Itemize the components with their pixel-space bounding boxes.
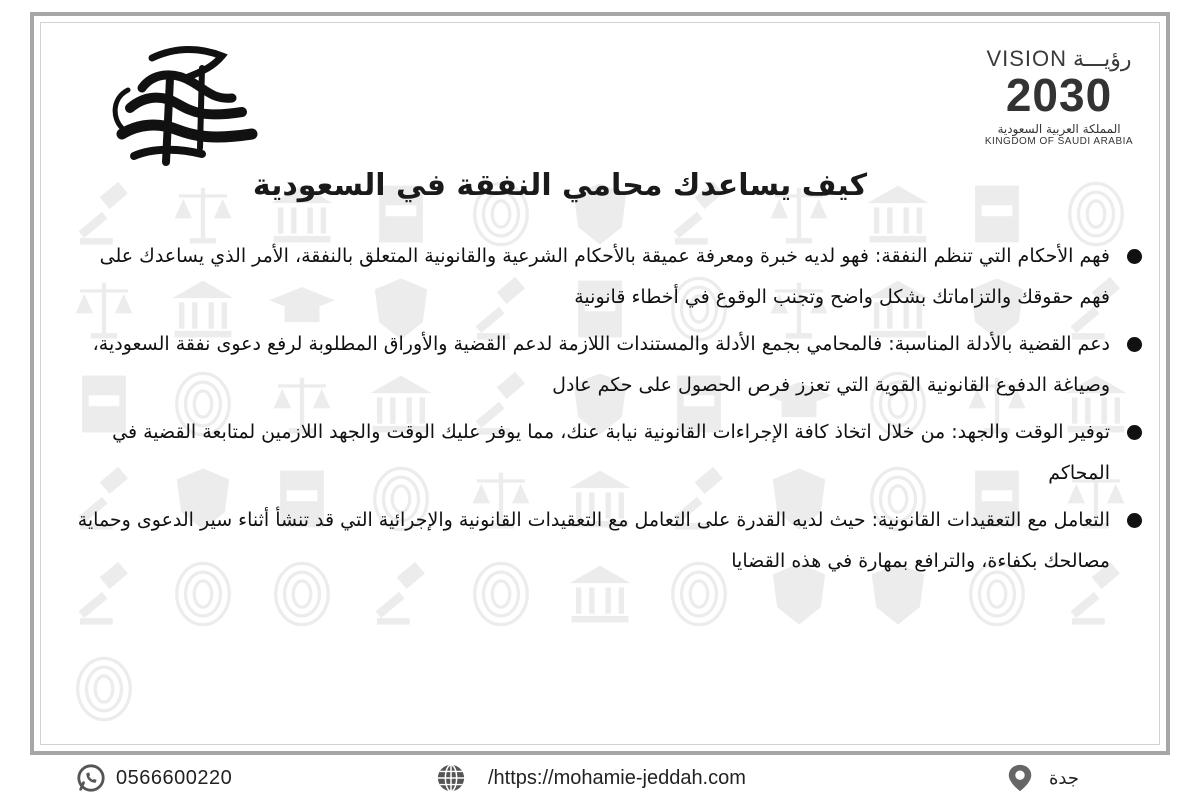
- list-item-text: توفير الوقت والجهد: من خلال اتخاذ كافة الإجراءات القانونية نيابة عنك، مما يوفر عليك الوقت والجهد اللازمين لمتابعة القضية في المحاكم: [112, 421, 1110, 484]
- brand-logo: [82, 38, 262, 168]
- bullet-dot: [1127, 513, 1142, 528]
- vision-word-ar: رؤيـــة: [1073, 46, 1132, 71]
- calligraphy-logo-icon: [82, 38, 262, 168]
- vision-country-en: KINGDOM OF SAUDI ARABIA: [984, 136, 1134, 147]
- bullet-dot: [1127, 337, 1142, 352]
- footer-website[interactable]: [436, 763, 746, 793]
- page-title: كيف يساعدك محامي النفقة في السعودية: [252, 168, 868, 203]
- bullet-dot: [1127, 425, 1142, 440]
- globe-icon: [436, 763, 466, 793]
- list-item-text: دعم القضية بالأدلة المناسبة: فالمحامي بجمع الأدلة والمستندات اللازمة لدعم القضية والأوراق المطلوبة لرفع دعوى نفقة السعودية، وصياغة الدفوع القانونية القوية التي تعزز فرص الحصول على حكم عادل: [92, 333, 1110, 396]
- footer-phone[interactable]: [76, 763, 232, 793]
- footer: [0, 755, 1200, 800]
- website-url: /https://mohamie-jeddah.com: [488, 766, 746, 789]
- city-name: جدة: [1049, 767, 1080, 789]
- vision-country-ar: المملكة العربية السعودية: [997, 122, 1121, 136]
- vision-year: 2030: [1005, 69, 1113, 121]
- list-item: [70, 236, 1148, 318]
- vision-2030-logo: [974, 46, 1144, 166]
- phone-number: 0566600220: [116, 766, 233, 789]
- list-item: [70, 500, 1148, 582]
- whatsapp-icon: [76, 763, 106, 793]
- bullet-list: [70, 236, 1148, 588]
- footer-location: [1005, 763, 1079, 793]
- vision-word-en: VISION: [986, 46, 1068, 71]
- location-pin-icon: [1005, 763, 1035, 793]
- list-item: [70, 324, 1148, 406]
- list-item: [70, 412, 1148, 494]
- list-item-text: فهم الأحكام التي تنظم النفقة: فهو لديه خبرة ومعرفة عميقة بالأحكام الشرعية والقانونية المتعلق بالنفقة، الأمر الذي يساعدك على فهم حقوقك والتزاماتك بشكل واضح وتجنب الوقوع في أخطاء قانونية: [99, 245, 1110, 308]
- list-item-text: التعامل مع التعقيدات القانونية: حيث لديه القدرة على التعامل مع التعقيدات القانونية والإجرائية التي قد تنشأ أثناء سير الدعوى وحماية مصالحك بكفاءة، والترافع بمهارة في هذه القضايا: [77, 509, 1110, 572]
- bullet-dot: [1127, 249, 1142, 264]
